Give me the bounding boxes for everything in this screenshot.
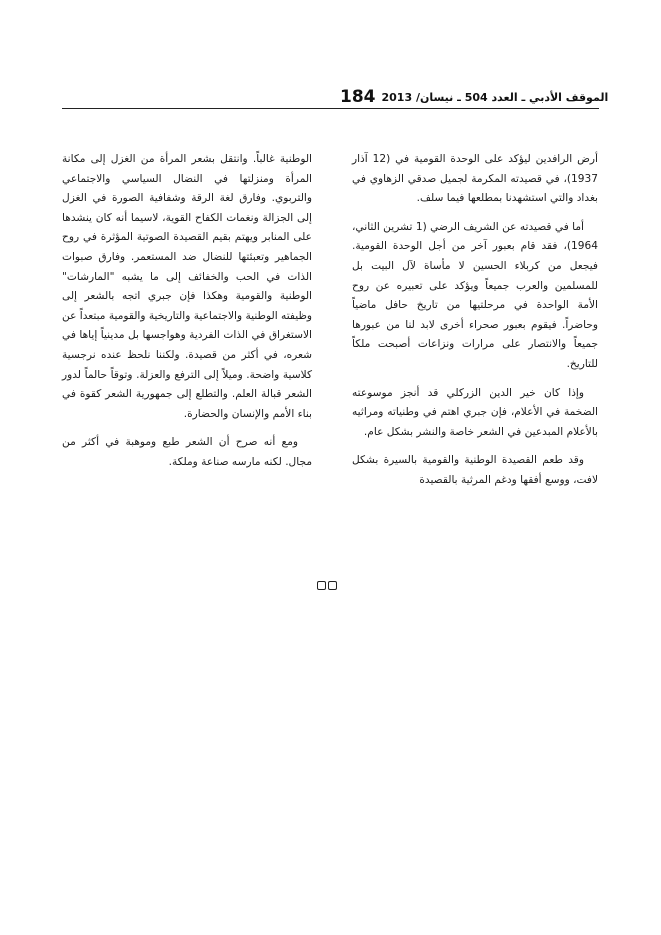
paragraph: أرض الرافدين ليؤكد على الوحدة القومية في (12 آذار 1937)، في قصيدته المكرمة لجميل صدقي الزهاوي في بغداد والتي استشهدنا بمطلعها فيما سلف. <box>352 153 598 205</box>
paragraph: ومع أنه صرح أن الشعر طبع وموهبة في أكثر من مجال. لكنه مارسه صناعة وملكة. <box>62 436 312 468</box>
page-header <box>340 86 609 108</box>
paragraph: الوطنية غالباً. وانتقل بشعر المرأة من الغزل إلى مكانة المرأة ومنزلتها في النضال السياسي والاجتماعي والتربوي. وفارق لغة الرقة وشفافية الصورة في الغزل إلى الجزالة ونغمات الكفاح القوية، لاسيما أنه كان ينشدها على المنابر ويهتم بقيم القصيدة الصوتية المؤثرة في روح الجماهير وتعبئتها للنضال ضد المستعمر. وفارق صبوات الذات في الحب والخفائف إلى ما يشبه "المارشات" الوطنية والقومية وهكذا فإن جبري اتجه بالشعر إلى وظيفته الوطنية والاجتماعية والتاريخية والقومية مبتعداً عن الاستغراق في الذات الفردية وهواجسها بل مدينياً إياها في شعره، في أكثر من قصيدة. ولكننا نلحظ عنده نرجسية كلاسية واضحة. وميلاً إلى الترفع والعزلة. وتوقاً حالماً لدور الشعر قبالة العلم. والتطلع إلى جمهورية الشعر كقوة في بناء الأمم والإنسان والحضارة. <box>62 153 312 420</box>
end-of-article-mark <box>317 581 337 590</box>
end-square-icon <box>328 581 337 590</box>
left-column <box>62 150 312 482</box>
paragraph: وإذا كان خير الدين الزركلي قد أنجز موسوعته الضخمة في الأعلام، فإن جبري اهتم في وطنياته ومراثيه بالأعلام المبدعين في الشعر خاصة والنشر بشكل عام. <box>352 386 598 438</box>
paragraph: وقد طعم القصيدة الوطنية والقومية بالسيرة بشكل لافت، ووسع أفقها ودغم المرثية بالقصيدة <box>352 454 598 486</box>
end-square-icon <box>317 581 326 590</box>
page-number: 184 <box>340 87 376 107</box>
paragraph: أما في قصيدته عن الشريف الرضي (1 تشرين الثاني، 1964)، فقد قام بعبور آخر من أجل الوحدة القومية. فيجعل من كربلاء الحسين لا مأساة لآل البيت بل للمسلمين والعرب جميعاً ويؤكد على تعبيره عن روح الأمة الواحدة في مرحلتيها من تاريخ حافل ماضياً وحاضراً. فيقوم بعبور صحراء أخرى لابد لنا من عبورها جميعاً والانتصار على مرارات ونزاعات أصبحت ملكاً للتاريخ. <box>352 220 598 370</box>
header-rule <box>62 108 599 109</box>
journal-title: الموقف الأدبي ـ العدد 504 ـ نيسان/ 2013 <box>381 90 609 104</box>
right-column <box>352 150 598 500</box>
